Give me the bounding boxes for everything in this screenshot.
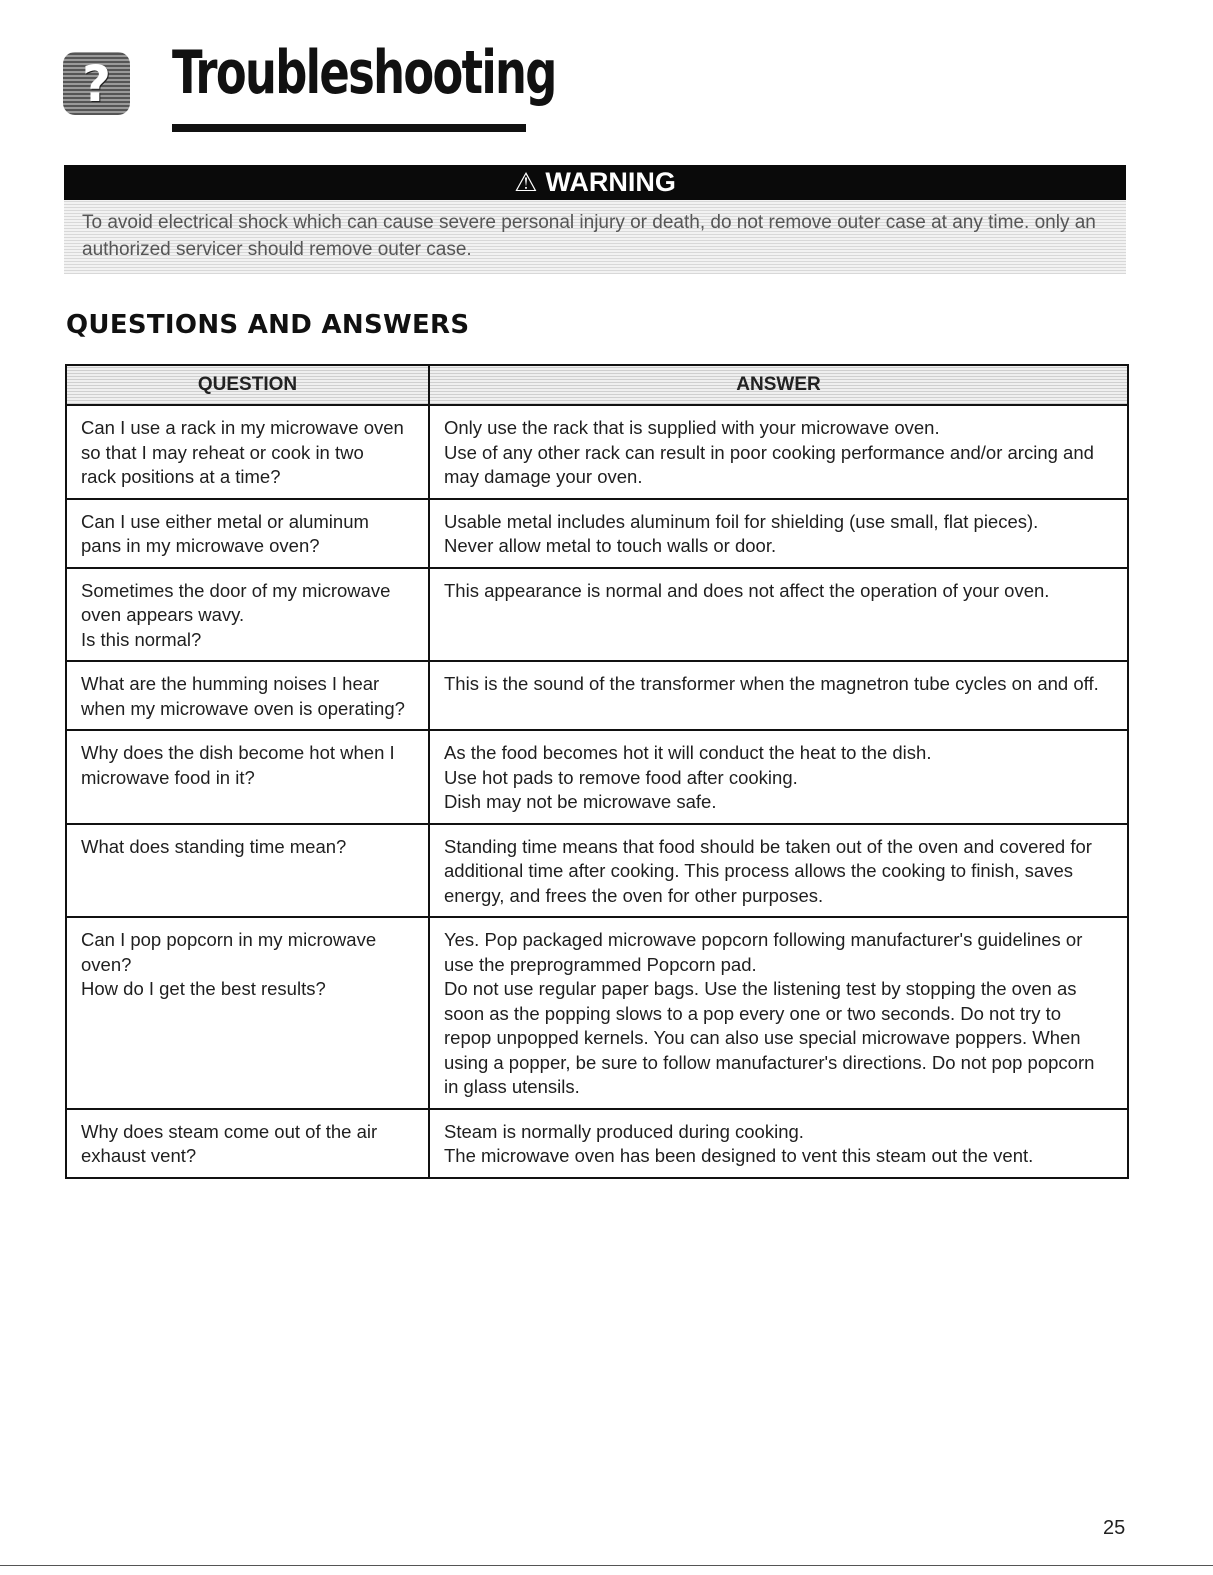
answer-cell: Only use the rack that is supplied with your microwave oven. Use of any other rack can result in poor cooking performance and/or arcing and may damage your oven. xyxy=(429,405,1128,499)
table-row xyxy=(66,405,1128,499)
answer-cell: This is the sound of the transformer when the magnetron tube cycles on and off. xyxy=(429,661,1128,730)
table-row xyxy=(66,824,1128,918)
question-mark-icon xyxy=(63,52,130,115)
table-row xyxy=(66,568,1128,662)
answer-cell: Steam is normally produced during cooking. The microwave oven has been designed to vent this steam out the vent. xyxy=(429,1109,1128,1178)
section-heading: QUESTIONS AND ANSWERS xyxy=(66,310,470,340)
warning-label: WARNING xyxy=(545,167,676,197)
warning-banner xyxy=(64,165,1126,200)
question-cell: Can I pop popcorn in my microwave oven? How do I get the best results? xyxy=(66,917,429,1109)
question-cell: Why does steam come out of the air exhaust vent? xyxy=(66,1109,429,1178)
warning-triangle-icon: ⚠ xyxy=(514,167,538,197)
question-column-header: QUESTION xyxy=(66,365,429,405)
question-cell: What are the humming noises I hear when my microwave oven is operating? xyxy=(66,661,429,730)
answer-cell: This appearance is normal and does not affect the operation of your oven. xyxy=(429,568,1128,662)
answer-cell: As the food becomes hot it will conduct the heat to the dish. Use hot pads to remove food after cooking. Dish may not be microwave safe. xyxy=(429,730,1128,824)
table-row xyxy=(66,917,1128,1109)
answer-cell: Usable metal includes aluminum foil for shielding (use small, flat pieces). Never allow metal to touch walls or door. xyxy=(429,499,1128,568)
page-number: 25 xyxy=(1103,1517,1126,1539)
question-cell: What does standing time mean? xyxy=(66,824,429,918)
table-row xyxy=(66,730,1128,824)
table-row xyxy=(66,499,1128,568)
page-title: Troubleshooting xyxy=(172,38,556,108)
answer-cell: Standing time means that food should be taken out of the oven and covered for additional time after cooking. This process allows the cooking to finish, saves energy, and frees the oven for other purposes. xyxy=(429,824,1128,918)
title-underline xyxy=(172,124,526,132)
question-cell: Sometimes the door of my microwave oven appears wavy. Is this normal? xyxy=(66,568,429,662)
qa-table xyxy=(65,364,1129,1179)
answer-cell: Yes. Pop packaged microwave popcorn following manufacturer's guidelines or use the preprogrammed Popcorn pad. Do not use regular paper bags. Use the listening test by stopping the oven as soon as the popping slows to a pop every one or two seconds. Do not try to repop unpopped kernels. You can also use special microwave poppers. When using a popper, be sure to follow manufacturer's directions. Do not pop popcorn in glass utensils. xyxy=(429,917,1128,1109)
question-cell: Can I use a rack in my microwave oven so that I may reheat or cook in two rack positions at a time? xyxy=(66,405,429,499)
question-cell: Why does the dish become hot when I microwave food in it? xyxy=(66,730,429,824)
table-row xyxy=(66,661,1128,730)
table-row xyxy=(66,1109,1128,1178)
warning-text: To avoid electrical shock which can cause severe personal injury or death, do not remove outer case at any time. only an authorized servicer should remove outer case. xyxy=(64,200,1126,274)
question-cell: Can I use either metal or aluminum pans in my microwave oven? xyxy=(66,499,429,568)
answer-column-header: ANSWER xyxy=(429,365,1128,405)
question-mark-glyph: ? xyxy=(81,54,111,113)
table-header-row xyxy=(66,365,1128,405)
bottom-rule xyxy=(0,1565,1213,1566)
